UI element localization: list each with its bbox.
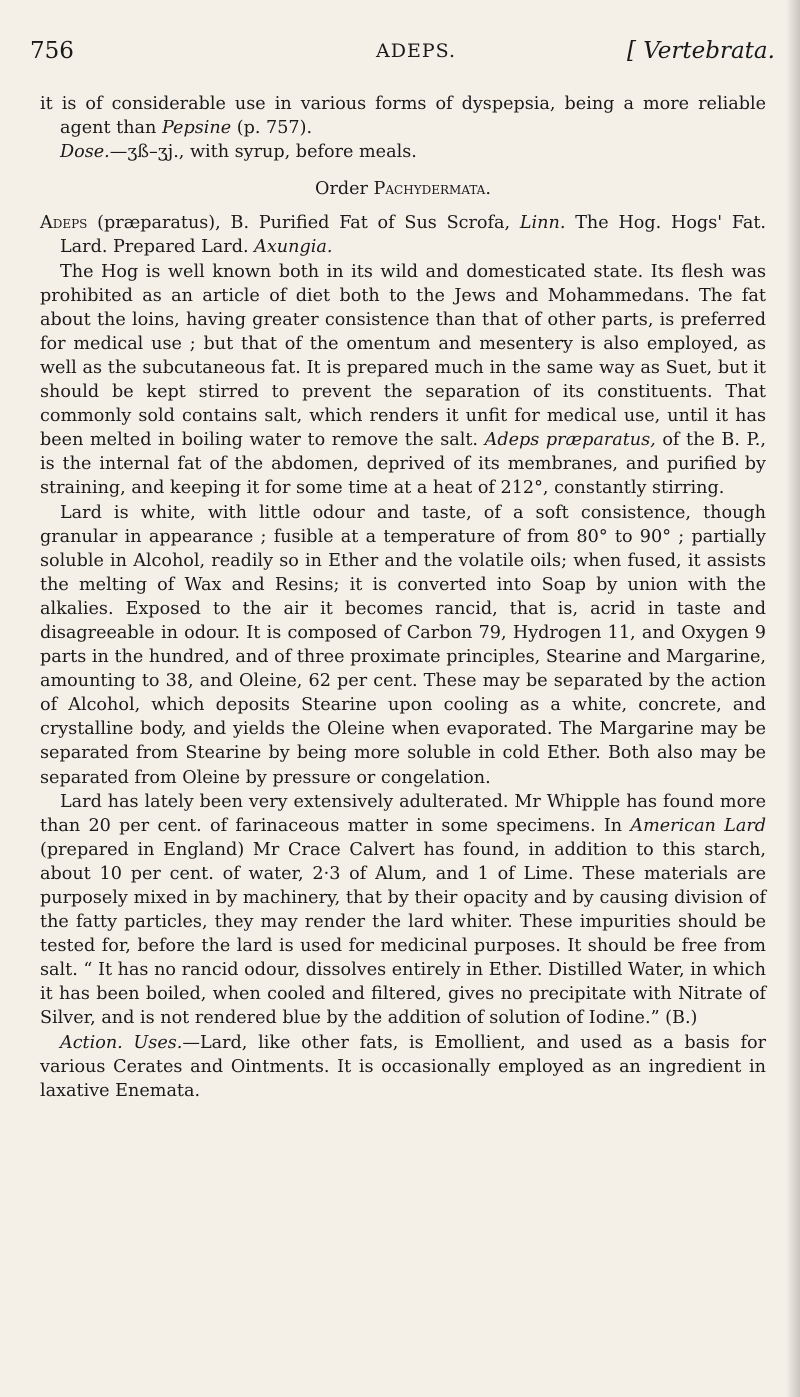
order-heading <box>40 177 766 201</box>
order-label: Order <box>315 179 374 200</box>
entry-title: Adeps <box>40 213 88 234</box>
intro-paragraph <box>40 92 766 140</box>
entry-title-rest: (præparatus), B. Purified Fat of Sus Scrofa, <box>87 213 520 234</box>
order-name: Pachydermata. <box>373 179 491 200</box>
section-heading: [ Vertebrata. <box>627 38 775 64</box>
p1-adeps-term: Adeps præparatus, <box>484 430 656 451</box>
pepsine-link-text: Pepsine <box>161 118 232 139</box>
body-text <box>40 92 766 1103</box>
paragraph-properties: Lard is white, with little odour and taste, of a soft consistence, though granular in appearance ; fusible at a temperature of from 80° to 90° ; partially soluble in Alcohol, readily so in Ether and the volatile oils; when fused, it assists the melting of Wax and Resins; it is converted into Soap by union with the alkalies. Exposed to the air it becomes rancid, that is, acrid in taste and disagreeable in odour. It is composed of Carbon 79, Hydrogen 11, and Oxygen 9 parts in the hundred, and of three proximate principles, Stearine and Margarine, amounting to 38, and Oleine, 62 per cent. These may be separated by the action of Alcohol, which deposits Stearine upon cooling as a white, concrete, and crystalline body, and yields the Oleine when evaporated. The Margarine may be separated from Stearine by being more soluble in cold Ether. Both also may be separated from Oleine by pressure or congelation. <box>40 502 766 788</box>
dose-line <box>40 140 766 164</box>
dose-label: Dose. <box>60 142 110 163</box>
p3-text-b: (prepared in England) Mr Crace Calvert has found, in addition to this starch, about 10 per cent. of water, 2·3 of Alum, and 1 of Lime. These materials are purposely mixed in by machinery, that by their opacity and by causing division of the fatty particles, they may render the lard whiter. These impurities should be tested for, before the lard is used for medicinal purposes. It should be free from salt. “ It has no rancid odour, dissolves entirely in Ether. Distilled Water, in which it has been boiled, when cooled and filtered, gives no precipitate with Nitrate of Silver, and is not rendered blue by the addition of solution of Iodine.” (B.) <box>40 839 766 1029</box>
running-head: ADEPS. <box>376 40 456 62</box>
entry-heading <box>40 211 766 259</box>
paragraph-adulteration <box>40 790 766 1031</box>
action-uses-text: —Lard, like other fats, is Emollient, and used as a basis for various Cerates and Ointments. It is occasionally employed as an ingredient in laxative Enemata. <box>40 1032 766 1101</box>
pepsine-reference: (p. 757). <box>231 118 313 139</box>
dose-text: —ʒß–ʒj., with syrup, before meals. <box>109 142 417 163</box>
page-number: 756 <box>30 38 74 64</box>
page-edge-shadow <box>786 0 800 1397</box>
p3-american-lard: American Lard <box>630 815 766 836</box>
paragraph-action-uses <box>40 1031 766 1103</box>
p1-text-a: The Hog is well known both in its wild and domesticated state. Its flesh was prohibited as an article of diet both to the Jews and Mohammedans. The fat about the loins, having greater consistence than that of other parts, is preferred for medical use ; but that of the omentum and mesentery is also employed, as well as the subcutaneous fat. It is prepared much in the same way as Suet, but it should be kept stirred to prevent the separation of its constituents. That commonly sold contains salt, which renders it unfit for medical use, until it has been melted in boiling water to remove the salt. <box>40 261 766 451</box>
entry-linn: Linn. <box>519 213 566 234</box>
p1-text-b: of the B. P., is the internal fat of the abdomen, deprived of its membranes, and purified by straining, and keeping it for some time at a heat of 212°, constantly stirring. <box>40 430 766 499</box>
entry-synonyms: The Hog. Hogs' Fat. Lard. Prepared Lard. <box>60 213 766 258</box>
intro-text: it is of considerable use in various forms of dyspepsia, being a more reliable agent than <box>40 94 766 139</box>
entry-axungia: Axungia. <box>254 237 333 258</box>
p3-text-a: Lard has lately been very extensively adulterated. Mr Whipple has found more than 20 per cent. of farinaceous matter in some specimens. In <box>40 791 766 836</box>
page-header <box>30 38 790 74</box>
paragraph-description <box>40 260 766 501</box>
action-uses-label: Action. Uses. <box>60 1032 183 1053</box>
